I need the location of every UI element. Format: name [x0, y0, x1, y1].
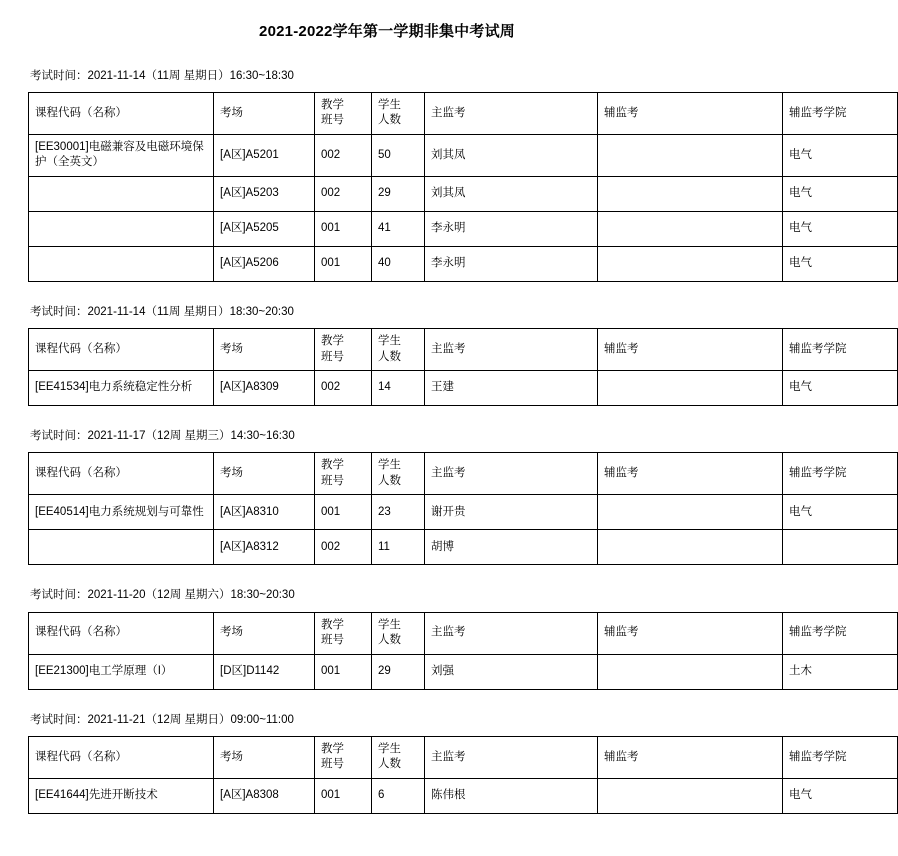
- exam-table: [28, 92, 898, 282]
- cell-class: 001: [315, 246, 372, 281]
- table-row: [29, 654, 898, 689]
- cell-course: [29, 176, 214, 211]
- cell-class: 001: [315, 778, 372, 813]
- cell-assistant-invigilator: [598, 778, 783, 813]
- cell-room: [D区]D1142: [214, 654, 315, 689]
- col-header-count-line1: 学生: [378, 459, 401, 472]
- col-header-course: 课程代码（名称）: [29, 612, 214, 654]
- table-row: [29, 134, 898, 176]
- cell-assistant-invigilator: [598, 134, 783, 176]
- table-header-row: [29, 92, 898, 134]
- col-header-class-line2: 班号: [321, 474, 344, 487]
- col-header-class-line1: 教学: [321, 742, 344, 755]
- cell-room: [A区]A8312: [214, 530, 315, 565]
- cell-student-count: 50: [372, 134, 425, 176]
- cell-course: [EE30001]电磁兼容及电磁环境保护（全英文）: [29, 134, 214, 176]
- cell-room: [A区]A5201: [214, 134, 315, 176]
- col-header-assistant-college: 辅监考学院: [783, 453, 898, 495]
- cell-assistant-college: 电气: [783, 495, 898, 530]
- col-header-room: 考场: [214, 612, 315, 654]
- col-header-assistant: 辅监考: [598, 736, 783, 778]
- cell-assistant-college: 电气: [783, 134, 898, 176]
- exam-section: [28, 68, 847, 282]
- cell-course: [29, 246, 214, 281]
- col-header-assistant-college: 辅监考学院: [783, 736, 898, 778]
- col-header-course: 课程代码（名称）: [29, 329, 214, 371]
- exam-time-label: 考试时间：2021-11-14（11周 星期日）16:30~18:30: [30, 69, 294, 82]
- col-header-class: [315, 92, 372, 134]
- table-header-row: [29, 736, 898, 778]
- cell-student-count: 23: [372, 495, 425, 530]
- cell-assistant-college: 电气: [783, 176, 898, 211]
- exam-table: [28, 452, 898, 565]
- exam-table: [28, 612, 898, 690]
- cell-chief-invigilator: 谢开贵: [425, 495, 598, 530]
- cell-course: [EE41644]先进开断技术: [29, 778, 214, 813]
- cell-course: [EE41534]电力系统稳定性分析: [29, 371, 214, 406]
- col-header-count: [372, 453, 425, 495]
- exam-section: [28, 428, 847, 565]
- col-header-assistant: 辅监考: [598, 453, 783, 495]
- col-header-count-line2: 人数: [378, 114, 401, 127]
- cell-student-count: 11: [372, 530, 425, 565]
- col-header-chief: 主监考: [425, 329, 598, 371]
- cell-room: [A区]A5205: [214, 211, 315, 246]
- cell-chief-invigilator: 陈伟根: [425, 778, 598, 813]
- col-header-chief: 主监考: [425, 92, 598, 134]
- col-header-class-line1: 教学: [321, 335, 344, 348]
- cell-chief-invigilator: 刘其凤: [425, 176, 598, 211]
- cell-student-count: 41: [372, 211, 425, 246]
- cell-student-count: 29: [372, 176, 425, 211]
- cell-room: [A区]A5206: [214, 246, 315, 281]
- cell-assistant-invigilator: [598, 371, 783, 406]
- col-header-class: [315, 736, 372, 778]
- exam-section: [28, 587, 847, 689]
- col-header-count-line2: 人数: [378, 350, 401, 363]
- table-row: [29, 176, 898, 211]
- col-header-class-line2: 班号: [321, 350, 344, 363]
- col-header-chief: 主监考: [425, 612, 598, 654]
- col-header-class-line1: 教学: [321, 98, 344, 111]
- cell-class: 002: [315, 134, 372, 176]
- cell-room: [A区]A8310: [214, 495, 315, 530]
- col-header-room: 考场: [214, 329, 315, 371]
- table-row: [29, 371, 898, 406]
- cell-class: 002: [315, 530, 372, 565]
- cell-assistant-college: 电气: [783, 778, 898, 813]
- cell-assistant-invigilator: [598, 176, 783, 211]
- cell-course: [29, 211, 214, 246]
- col-header-class: [315, 612, 372, 654]
- exam-section: [28, 712, 847, 814]
- col-header-course: 课程代码（名称）: [29, 736, 214, 778]
- col-header-assistant: 辅监考: [598, 612, 783, 654]
- cell-class: 001: [315, 495, 372, 530]
- col-header-chief: 主监考: [425, 453, 598, 495]
- exam-time-label: 考试时间：2021-11-20（12周 星期六）18:30~20:30: [30, 589, 295, 602]
- table-header-row: [29, 453, 898, 495]
- cell-class: 002: [315, 176, 372, 211]
- cell-assistant-college: 电气: [783, 211, 898, 246]
- cell-student-count: 6: [372, 778, 425, 813]
- col-header-assistant-college: 辅监考学院: [783, 329, 898, 371]
- cell-assistant-college: [783, 530, 898, 565]
- exam-time-label: 考试时间：2021-11-21（12周 星期日）09:00~11:00: [30, 713, 294, 726]
- exam-time-label: 考试时间：2021-11-14（11周 星期日）18:30~20:30: [30, 305, 294, 318]
- table-row: [29, 495, 898, 530]
- col-header-count: [372, 92, 425, 134]
- col-header-assistant-college: 辅监考学院: [783, 92, 898, 134]
- table-header-row: [29, 612, 898, 654]
- table-row: [29, 246, 898, 281]
- col-header-assistant: 辅监考: [598, 92, 783, 134]
- col-header-class-line1: 教学: [321, 459, 344, 472]
- col-header-room: 考场: [214, 92, 315, 134]
- exam-table: [28, 328, 898, 406]
- cell-assistant-invigilator: [598, 246, 783, 281]
- cell-assistant-invigilator: [598, 211, 783, 246]
- col-header-count-line2: 人数: [378, 758, 401, 771]
- exam-table: [28, 736, 898, 814]
- col-header-count-line2: 人数: [378, 474, 401, 487]
- table-row: [29, 778, 898, 813]
- cell-class: 002: [315, 371, 372, 406]
- col-header-assistant: 辅监考: [598, 329, 783, 371]
- col-header-count-line1: 学生: [378, 335, 401, 348]
- col-header-class: [315, 329, 372, 371]
- col-header-count-line1: 学生: [378, 742, 401, 755]
- cell-course: [29, 530, 214, 565]
- col-header-assistant-college: 辅监考学院: [783, 612, 898, 654]
- col-header-course: 课程代码（名称）: [29, 453, 214, 495]
- col-header-count: [372, 612, 425, 654]
- col-header-room: 考场: [214, 453, 315, 495]
- cell-chief-invigilator: 胡博: [425, 530, 598, 565]
- col-header-room: 考场: [214, 736, 315, 778]
- col-header-class-line2: 班号: [321, 634, 344, 647]
- cell-assistant-invigilator: [598, 530, 783, 565]
- col-header-count-line1: 学生: [378, 98, 401, 111]
- col-header-class-line1: 教学: [321, 618, 344, 631]
- col-header-count: [372, 329, 425, 371]
- col-header-class: [315, 453, 372, 495]
- cell-assistant-college: 电气: [783, 246, 898, 281]
- cell-room: [A区]A8309: [214, 371, 315, 406]
- col-header-class-line2: 班号: [321, 114, 344, 127]
- cell-student-count: 40: [372, 246, 425, 281]
- cell-chief-invigilator: 王建: [425, 371, 598, 406]
- cell-class: 001: [315, 654, 372, 689]
- sections-container: [28, 68, 847, 814]
- page-title: 2021-2022学年第一学期非集中考试周: [259, 23, 515, 40]
- col-header-count-line1: 学生: [378, 618, 401, 631]
- cell-chief-invigilator: 李永明: [425, 246, 598, 281]
- cell-room: [A区]A5203: [214, 176, 315, 211]
- cell-class: 001: [315, 211, 372, 246]
- table-row: [29, 530, 898, 565]
- cell-assistant-college: 电气: [783, 371, 898, 406]
- cell-room: [A区]A8308: [214, 778, 315, 813]
- cell-chief-invigilator: 刘强: [425, 654, 598, 689]
- exam-time-label: 考试时间：2021-11-17（12周 星期三）14:30~16:30: [30, 430, 295, 443]
- cell-chief-invigilator: 李永明: [425, 211, 598, 246]
- cell-assistant-invigilator: [598, 654, 783, 689]
- exam-section: [28, 304, 847, 406]
- col-header-count: [372, 736, 425, 778]
- col-header-count-line2: 人数: [378, 634, 401, 647]
- table-header-row: [29, 329, 898, 371]
- cell-course: [EE40514]电力系统规划与可靠性: [29, 495, 214, 530]
- cell-assistant-invigilator: [598, 495, 783, 530]
- cell-student-count: 14: [372, 371, 425, 406]
- cell-chief-invigilator: 刘其凤: [425, 134, 598, 176]
- col-header-chief: 主监考: [425, 736, 598, 778]
- col-header-class-line2: 班号: [321, 758, 344, 771]
- cell-assistant-college: 土木: [783, 654, 898, 689]
- cell-student-count: 29: [372, 654, 425, 689]
- cell-course: [EE21300]电工学原理（I）: [29, 654, 214, 689]
- table-row: [29, 211, 898, 246]
- col-header-course: 课程代码（名称）: [29, 92, 214, 134]
